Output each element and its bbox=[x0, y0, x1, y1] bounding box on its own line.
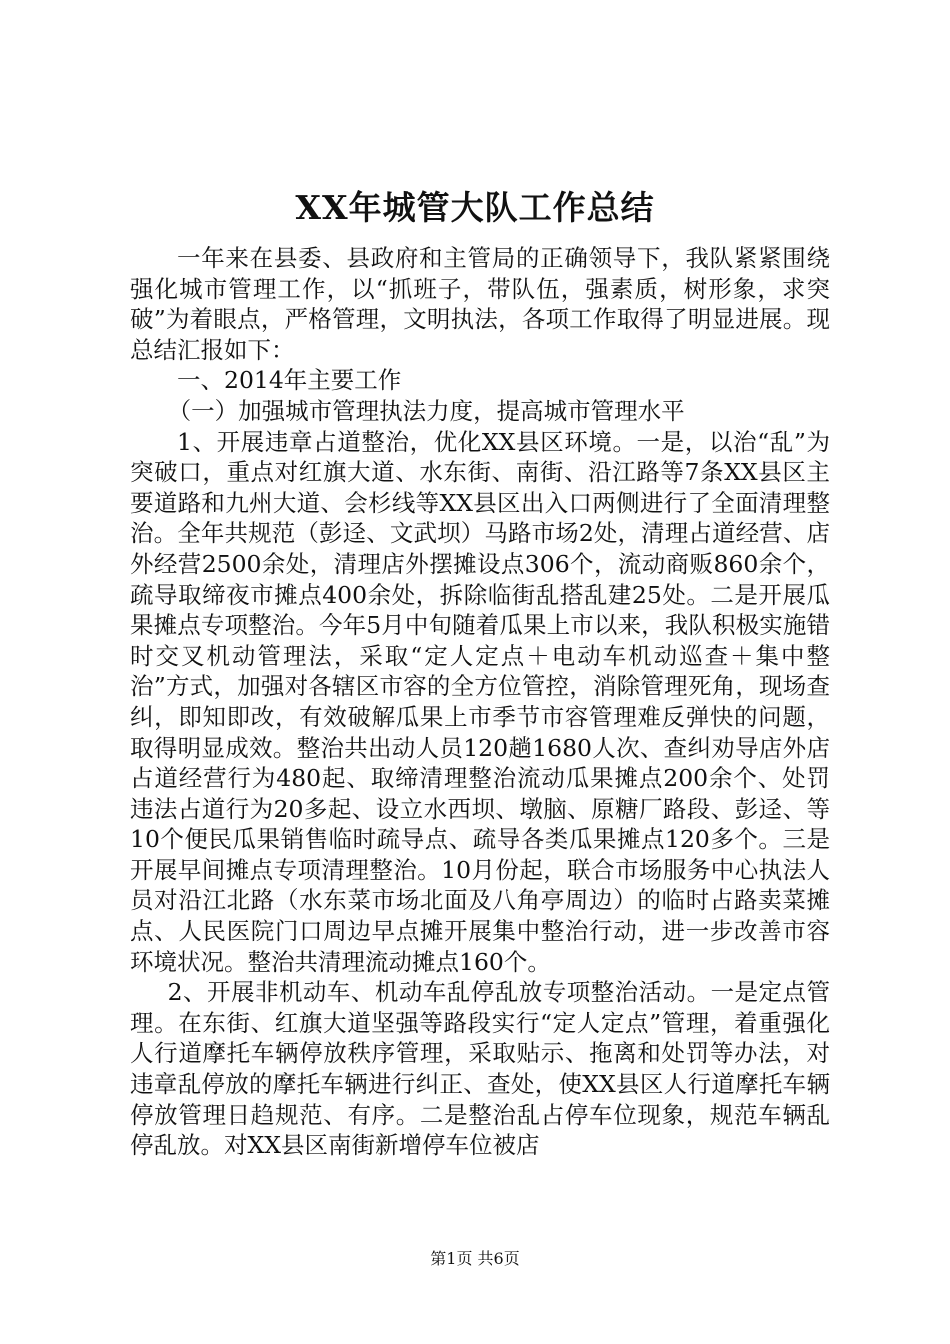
section-heading: 一、2014年主要工作 bbox=[177, 366, 402, 395]
page-title: XX年城管大队工作总结 bbox=[295, 188, 655, 227]
document-body bbox=[130, 243, 830, 1161]
paragraph-item-1: 1、开展违章占道整治，优化XX县区环境。一是，以治“乱”为突破口，重点对红旗大道、水东街、南街、沿江路等7条XX县区主要道路和九州大道、会杉线等XX县区出入口两侧进行了全面清理整治。全年共规范（彭迳、文武坝）马路市场2处，清理占道经营、店外经营2500余处，清理店外摆摊设点306个，流动商贩860余个，疏导取缔夜市摊点400余处，拆除临街乱搭乱建25处。二是开展瓜果摊点专项整治。今年5月中旬随着瓜果上市以来，我队积极实施错时交叉机动管理法，采取“定人定点＋电动车机动巡查＋集中整治”方式，加强对各辖区市容的全方位管控，消除管理死角，现场查纠，即知即改，有效破解瓜果上市季节市容管理难反弹快的问题，取得明显成效。整治共出动人员120趟1680人次、查纠劝导店外店占道经营行为480起、取缔清理整治流动瓜果摊点200余个、处罚违法占道行为20多起、设立水西坝、墩脑、原糖厂路段、彭迳、等10个便民瓜果销售临时疏导点、疏导各类瓜果摊点120多个。三是开展早间摊点专项清理整治。10月份起，联合市场服务中心执法人员对沿江北路（水东菜市场北面及八角亭周边）的临时占路卖菜摊点、人民医院门口周边早点摊开展集中整治行动，进一步改善市容环境状况。整治共清理流动摊点160个。 bbox=[130, 427, 830, 976]
subsection-heading: （一）加强城市管理执法力度，提高城市管理水平 bbox=[167, 396, 685, 425]
paragraph-item-2: 2、开展非机动车、机动车乱停乱放专项整治活动。一是定点管理。在东街、红旗大道坚强等路段实行“定人定点”管理，着重强化人行道摩托车辆停放秩序管理，采取贴示、拖离和处罚等办法，对违章乱停放的摩托车辆进行纠正、查处，使XX县区人行道摩托车辆停放管理日趋规范、有序。二是整治乱占停车位现象，规范车辆乱停乱放。对XX县区南街新增停车位被店 bbox=[130, 978, 830, 1160]
page-number: 第1页 共6页 bbox=[430, 1249, 520, 1268]
paragraph-intro: 一年来在县委、县政府和主管局的正确领导下，我队紧紧围绕强化城市管理工作，以“抓班子，带队伍，强素质，树形象，求突破”为着眼点，严格管理，文明执法，各项工作取得了明显进展。现总结汇报如下： bbox=[130, 244, 830, 364]
